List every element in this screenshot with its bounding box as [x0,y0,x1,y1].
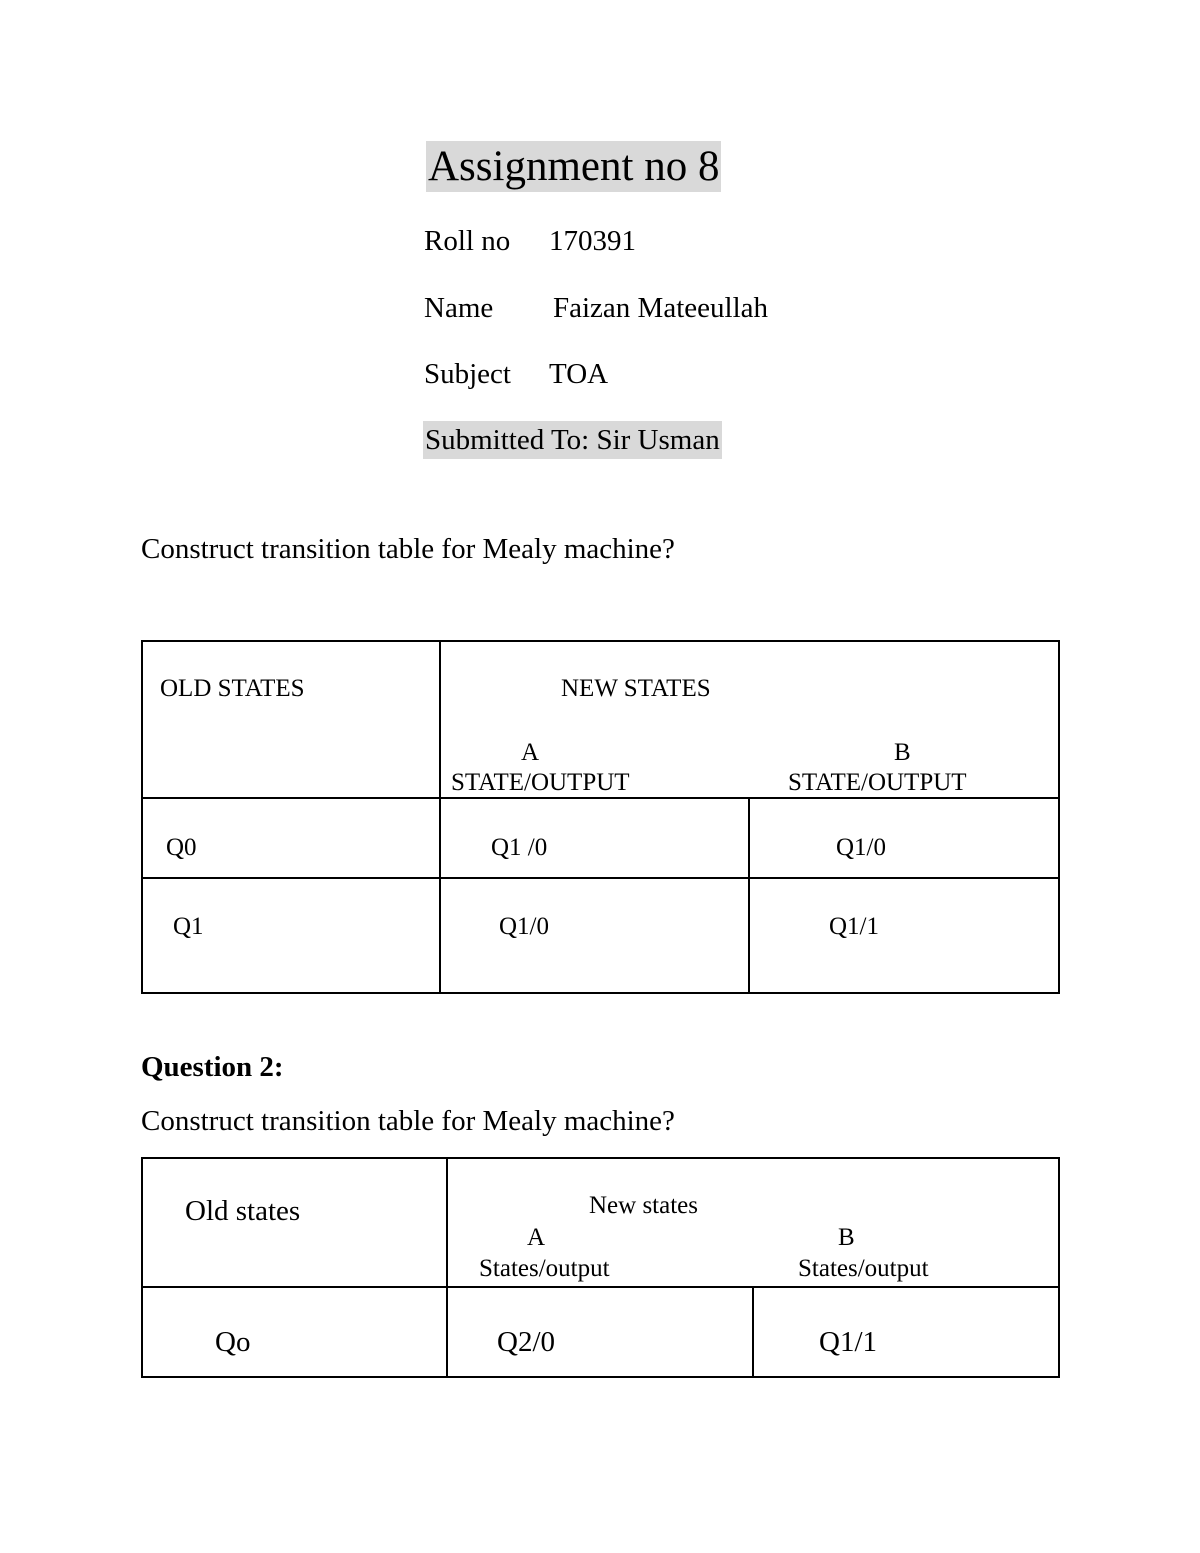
table1-row1-a: Q1 /0 [491,834,548,861]
table1-row1-b: Q1/0 [836,834,886,861]
table2-a-label: A [527,1224,546,1251]
table1-b-sub: STATE/OUTPUT [788,769,967,796]
table2-row1-a: Q2/0 [497,1326,555,1358]
name-label: Name [424,292,494,324]
table1-row1-state: Q0 [166,834,197,861]
submitted-to: Submitted To: Sir Usman [423,421,722,459]
table1-b-label: B [894,739,911,766]
table1-new-states-header: NEW STATES [561,675,711,702]
table2-new-states-header: New states [589,1192,698,1219]
table2-b-label: B [838,1224,855,1251]
question1-prompt: Construct transition table for Mealy machine? [141,533,675,565]
assignment-title: Assignment no 8 [428,143,720,190]
table1-row2-state: Q1 [173,913,204,940]
subject-label: Subject [424,358,511,390]
roll-value: 170391 [549,225,636,257]
table2-row1-b: Q1/1 [819,1326,877,1358]
table1-row2-b: Q1/1 [829,913,879,940]
table1-a-sub: STATE/OUTPUT [451,769,630,796]
question2-heading: Question 2: [141,1051,284,1083]
table1-col-divider-1 [439,640,441,994]
subject-value: TOA [549,358,609,390]
table1-col-divider-2 [748,797,750,994]
table1-row-divider [141,877,1060,879]
table1-old-states-header: OLD STATES [160,675,305,702]
table2-row1-state: Qo [215,1326,251,1358]
question2-prompt: Construct transition table for Mealy machine? [141,1105,675,1137]
table1-a-label: A [521,739,540,766]
table2-header-divider [141,1286,1060,1288]
name-value: Faizan Mateeullah [553,292,768,324]
table1-row2-a: Q1/0 [499,913,549,940]
table2-col-divider-2 [752,1286,754,1378]
table2-a-sub: States/output [479,1255,610,1282]
table2-b-sub: States/output [798,1255,929,1282]
table2-col-divider-1 [446,1157,448,1378]
roll-label: Roll no [424,225,511,257]
table2-old-states-header: Old states [185,1195,301,1227]
